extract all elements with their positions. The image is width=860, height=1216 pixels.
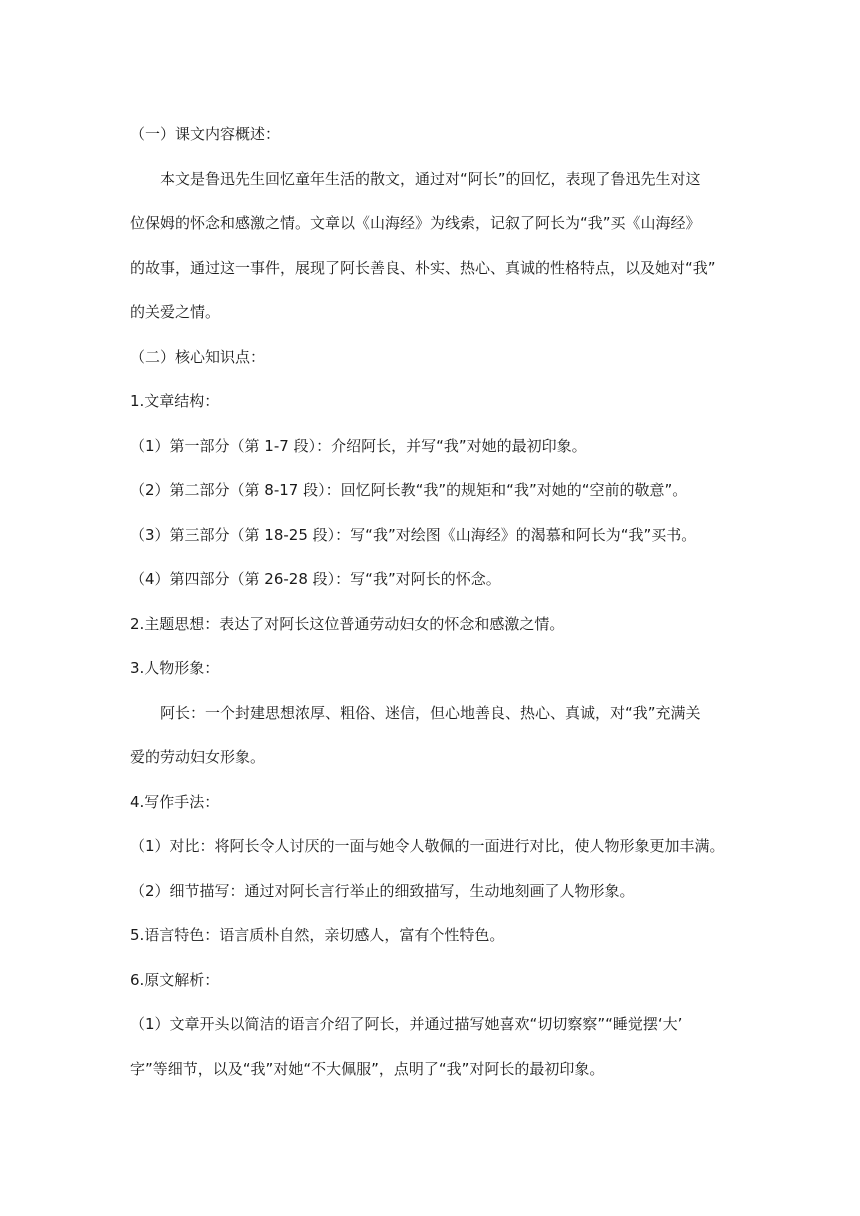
overview-paragraph-line: 本文是鲁迅先生回忆童年生活的散文，通过对“阿长”的回忆，表现了鲁迅先生对这 xyxy=(160,169,701,188)
overview-paragraph-line: 的关爱之情。 xyxy=(130,303,221,321)
technique-item: （2）细节描写：通过对阿长言行举止的细致描写，生动地刻画了人物形象。 xyxy=(130,881,635,900)
subheading-structure: 1.文章结构： xyxy=(130,392,220,410)
section-heading-overview: （一）课文内容概述： xyxy=(130,125,281,143)
language-line: 5.语言特色：语言质朴自然，亲切感人，富有个性特色。 xyxy=(130,926,505,944)
overview-paragraph-line: 位保姆的怀念和感激之情。文章以《山海经》为线索，记叙了阿长为“我”买《山海经》 xyxy=(130,214,701,232)
theme-line: 2.主题思想：表达了对阿长这位普通劳动妇女的怀念和感激之情。 xyxy=(130,614,565,633)
subheading-character: 3.人物形象： xyxy=(130,659,220,677)
analysis-paragraph-line: 字”等细节，以及“我”对她“不大佩服”，点明了“我”对阿长的最初印象。 xyxy=(130,1059,605,1078)
analysis-paragraph-line: （1）文章开头以简洁的语言介绍了阿长，并通过描写她喜欢“切切察察”“睡觉摆‘大’ xyxy=(130,1015,683,1033)
technique-item: （1）对比：将阿长令人讨厌的一面与她令人敬佩的一面进行对比，使人物形象更加丰满。 xyxy=(130,837,725,855)
structure-item: （3）第三部分（第 18-25 段）：写“我”对绘图《山海经》的渴慕和阿长为“我”买书。 xyxy=(130,525,697,544)
section-heading-knowledge: （二）核心知识点： xyxy=(130,347,266,366)
character-paragraph-line: 阿长：一个封建思想浓厚、粗俗、迷信，但心地善良、热心、真诚，对“我”充满关 xyxy=(160,703,701,722)
structure-item: （4）第四部分（第 26-28 段）：写“我”对阿长的怀念。 xyxy=(130,570,501,588)
character-paragraph-line: 爱的劳动妇女形象。 xyxy=(130,748,266,766)
structure-item: （1）第一部分（第 1-7 段）：介绍阿长，并写“我”对她的最初印象。 xyxy=(130,436,587,455)
subheading-analysis: 6.原文解析： xyxy=(130,970,220,989)
subheading-technique: 4.写作手法： xyxy=(130,792,220,811)
overview-paragraph-line: 的故事，通过这一事件，展现了阿长善良、朴实、热心、真诚的性格特点，以及她对“我” xyxy=(130,258,716,277)
structure-item: （2）第二部分（第 8-17 段）：回忆阿长教“我”的规矩和“我”对她的“空前的敬意”。 xyxy=(130,481,688,499)
document-body xyxy=(130,112,736,1091)
